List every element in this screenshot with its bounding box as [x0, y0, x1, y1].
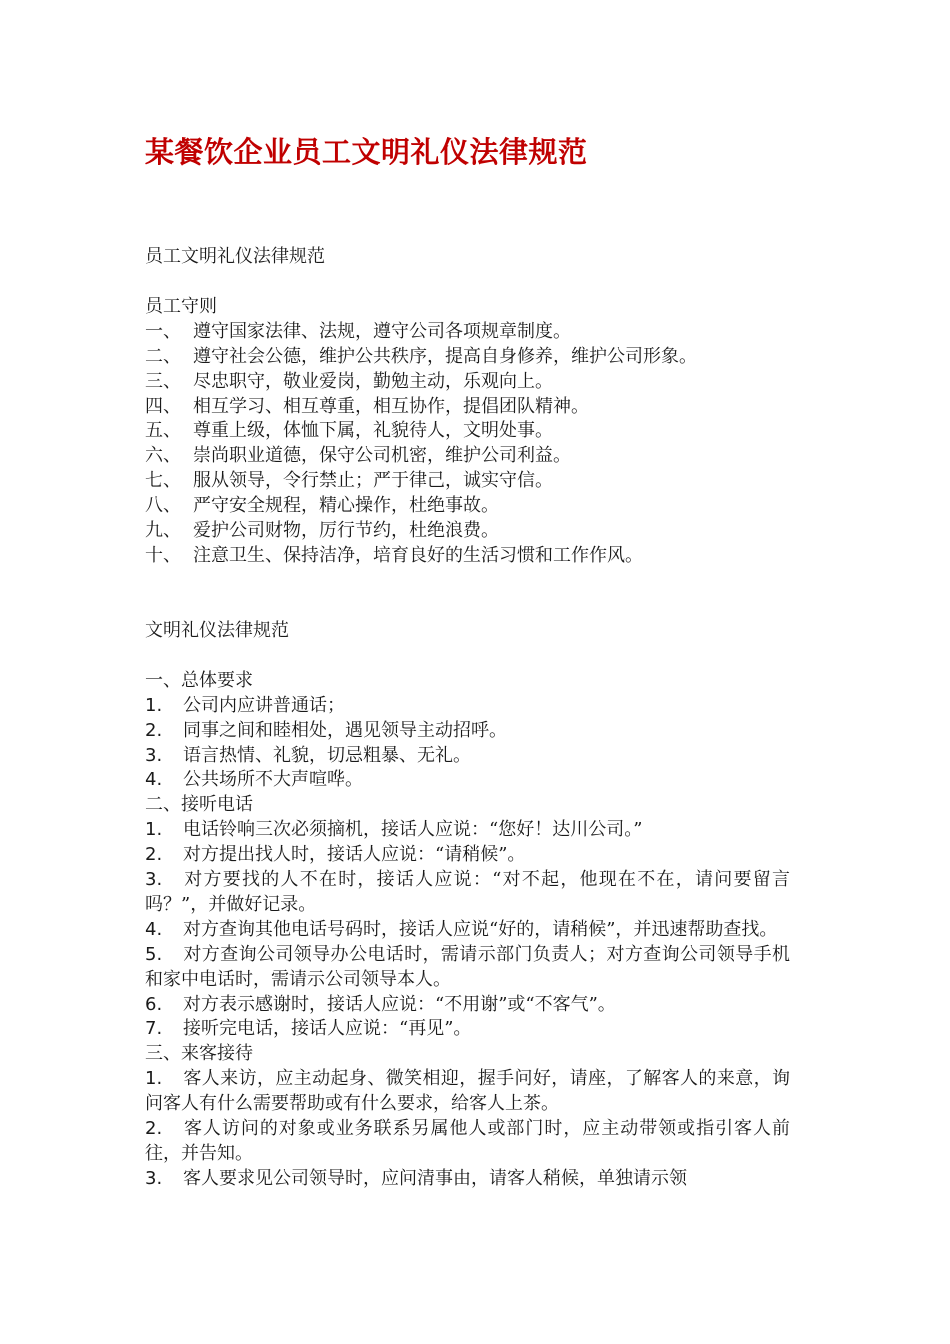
- item-number: 3.: [145, 1167, 163, 1189]
- item-number: 4.: [145, 769, 163, 791]
- numbered-item: [145, 719, 790, 744]
- item-number: 2.: [145, 719, 163, 741]
- etiquette-heading: 文明礼仪法律规范: [145, 619, 289, 641]
- item-number: 7.: [145, 1018, 163, 1040]
- numbered-item: [145, 818, 790, 843]
- item-text: 客人要求见公司领导时，应问清事由，请客人稍候，单独请示领: [183, 1167, 687, 1189]
- rule-marker: 二、: [145, 345, 181, 367]
- item-text: 对方提出找人时，接话人应说：“请稍候”。: [183, 844, 526, 866]
- document-title: 某餐饮企业员工文明礼仪法律规范: [145, 135, 588, 169]
- item-number: 1.: [145, 694, 163, 716]
- rule-item: [145, 444, 790, 469]
- rule-item: [145, 469, 790, 494]
- item-text: 客人访问的对象或业务联系另属他人或部门时，应主动带领或指引客人前往，并告知。: [145, 1118, 790, 1164]
- rule-text: 相互学习、相互尊重，相互协作，提倡团队精神。: [193, 395, 589, 417]
- section-title: 一、总体要求: [145, 669, 253, 691]
- section-general: [145, 669, 790, 794]
- item-text: 接听完电话，接话人应说：“再见”。: [183, 1018, 472, 1040]
- item-number: 3.: [145, 744, 163, 766]
- numbered-item: [145, 1067, 790, 1117]
- item-number: 2.: [145, 1118, 163, 1140]
- rule-text: 遵守社会公德，维护公共秩序，提高自身修养，维护公司形象。: [193, 345, 697, 367]
- item-text: 同事之间和睦相处，遇见领导主动招呼。: [183, 719, 507, 741]
- rule-marker: 八、: [145, 495, 181, 517]
- intro-heading: 员工文明礼仪法律规范: [145, 246, 325, 267]
- numbered-item: [145, 868, 790, 918]
- rule-marker: 一、: [145, 320, 181, 342]
- numbered-item: [145, 918, 790, 943]
- rule-marker: 五、: [145, 420, 181, 442]
- rule-item: [145, 519, 790, 544]
- rules-list: [145, 320, 790, 569]
- section-reception: [145, 1042, 790, 1191]
- item-number: 3.: [145, 869, 163, 891]
- rule-text: 遵守国家法律、法规，遵守公司各项规章制度。: [193, 320, 571, 342]
- rule-marker: 六、: [145, 445, 181, 467]
- rule-item: [145, 395, 790, 420]
- item-number: 1.: [145, 1068, 163, 1090]
- rules-heading: 员工守则: [145, 295, 217, 317]
- numbered-item: [145, 843, 790, 868]
- rule-text: 注意卫生、保持洁净，培育良好的生活习惯和工作作风。: [193, 544, 643, 566]
- item-number: 2.: [145, 844, 163, 866]
- rule-marker: 十、: [145, 544, 181, 566]
- numbered-item: [145, 943, 790, 993]
- item-text: 公共场所不大声喧哗。: [183, 769, 363, 791]
- rule-marker: 九、: [145, 520, 181, 542]
- item-text: 客人来访，应主动起身、微笑相迎，握手问好，请座，了解客人的来意，询问客人有什么需要帮助或有什么要求，给客人上茶。: [145, 1068, 790, 1115]
- item-text: 对方表示感谢时，接话人应说：“不用谢”或“不客气”。: [183, 993, 616, 1015]
- numbered-item: [145, 768, 790, 793]
- section-phone: [145, 793, 790, 1042]
- rule-item: [145, 320, 790, 345]
- numbered-item: [145, 1167, 790, 1192]
- rule-text: 爱护公司财物，厉行节约，杜绝浪费。: [193, 520, 499, 542]
- item-number: 1.: [145, 819, 163, 841]
- item-number: 6.: [145, 993, 163, 1015]
- rule-item: [145, 544, 790, 569]
- rule-text: 严守安全规程，精心操作，杜绝事故。: [193, 495, 499, 517]
- item-number: 4.: [145, 918, 163, 940]
- item-text: 对方要找的人不在时，接话人应说：“对不起，他现在不在，请问要留言吗？”，并做好记录。: [145, 869, 790, 915]
- item-text: 电话铃响三次必须摘机，接话人应说：“您好！达川公司。”: [183, 819, 643, 841]
- numbered-item: [145, 993, 790, 1018]
- rule-marker: 七、: [145, 470, 181, 492]
- section-title: 二、接听电话: [145, 794, 253, 816]
- item-text: 公司内应讲普通话；: [183, 694, 345, 716]
- numbered-item: [145, 694, 790, 719]
- rule-text: 尊重上级，体恤下属，礼貌待人，文明处事。: [193, 420, 553, 442]
- item-text: 语言热情、礼貌，切忌粗暴、无礼。: [183, 744, 471, 766]
- rule-marker: 三、: [145, 370, 181, 392]
- numbered-item: [145, 1117, 790, 1167]
- rule-item: [145, 419, 790, 444]
- rule-item: [145, 345, 790, 370]
- numbered-item: [145, 744, 790, 769]
- numbered-item: [145, 1017, 790, 1042]
- rule-item: [145, 370, 790, 395]
- rule-item: [145, 494, 790, 519]
- rule-text: 尽忠职守，敬业爱岗，勤勉主动，乐观向上。: [193, 370, 553, 392]
- section-title: 三、来客接待: [145, 1043, 253, 1065]
- rule-text: 崇尚职业道德，保守公司机密，维护公司利益。: [193, 445, 571, 467]
- rule-marker: 四、: [145, 395, 181, 417]
- item-text: 对方查询其他电话号码时，接话人应说“好的，请稍候”，并迅速帮助查找。: [183, 918, 778, 940]
- item-number: 5.: [145, 943, 163, 965]
- document-body: [145, 245, 790, 1192]
- rule-text: 服从领导，令行禁止；严于律己，诚实守信。: [193, 470, 553, 492]
- item-text: 对方查询公司领导办公电话时，需请示部门负责人；对方查询公司领导手机和家中电话时，需请示公司领导本人。: [145, 943, 790, 990]
